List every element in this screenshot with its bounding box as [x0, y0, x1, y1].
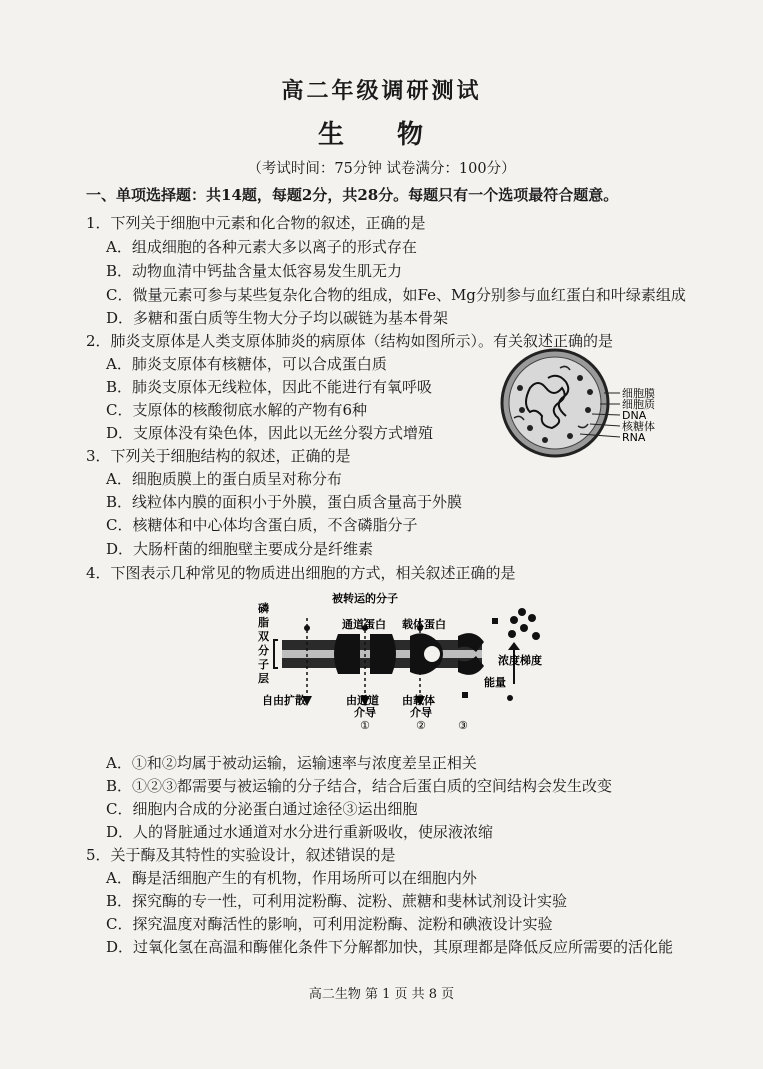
- question-4-option-b[interactable]: B．①②③都需要与被运输的分子结合，结合后蛋白质的空间结构会发生改变: [106, 777, 613, 795]
- question-3-stem: 3．下列关于细胞结构的叙述，正确的是: [86, 447, 351, 465]
- question-5-option-d[interactable]: D．过氧化氢在高温和酶催化条件下分解都加快，其原理都是降低反应所需要的活化能: [106, 938, 674, 956]
- membrane-label-1: 磷: [258, 602, 269, 615]
- membrane-label-3: 双: [258, 630, 269, 643]
- membrane-label-6: 层: [258, 672, 269, 685]
- label-energy: 能量: [484, 676, 506, 689]
- question-1-option-d[interactable]: D．多糖和蛋白质等生物大分子均以碳链为基本骨架: [106, 309, 449, 327]
- label-channel-protein: 通道蛋白: [342, 618, 386, 631]
- question-2-option-d[interactable]: D．支原体没有染色体，因此以无丝分裂方式增殖: [106, 424, 434, 442]
- label-channel-mediated-2: 介导: [354, 706, 376, 719]
- question-5-option-a[interactable]: A．酶是活细胞产生的有机物，作用场所可以在细胞内外: [106, 869, 477, 887]
- label-channel-mediated: 由通道: [346, 694, 379, 707]
- exam-title: 高二年级调研测试: [281, 78, 482, 104]
- cell-label-cytoplasm: 细胞质: [622, 398, 655, 411]
- label-carrier-mediated-2: 介导: [410, 706, 432, 719]
- section-heading: 一、单项选择题：共14题，每题2分，共28分。每题只有一个选项最符合题意。: [86, 186, 619, 204]
- question-5-stem: 5．关于酶及其特性的实验设计，叙述错误的是: [86, 846, 396, 864]
- cell-label-membrane: 细胞膜: [622, 387, 655, 400]
- label-free-diffusion: 自由扩散: [262, 694, 306, 707]
- membrane-label-5: 子: [258, 658, 269, 671]
- question-3-option-d[interactable]: D．大肠杆菌的细胞壁主要成分是纤维素: [106, 540, 374, 558]
- label-carrier-protein: 载体蛋白: [402, 618, 446, 631]
- label-mode-1: ①: [360, 719, 370, 732]
- label-transported-molecule: 被转运的分子: [332, 592, 398, 605]
- label-mode-2: ②: [416, 719, 426, 732]
- question-2-option-c[interactable]: C．支原体的核酸彻底水解的产物有6种: [106, 401, 368, 419]
- label-concentration-gradient: 浓度梯度: [498, 654, 542, 667]
- question-3-option-a[interactable]: A．细胞质膜上的蛋白质呈对称分布: [106, 470, 342, 488]
- cell-label-dna: DNA: [622, 409, 647, 422]
- question-4-option-d[interactable]: D．人的肾脏通过水通道对水分进行重新吸收，使尿液浓缩: [106, 823, 494, 841]
- page-footer: 高二生物 第 1 页 共 8 页: [308, 987, 455, 1002]
- question-4-stem: 4．下图表示几种常见的物质进出细胞的方式，相关叙述正确的是: [86, 564, 516, 582]
- question-1-option-c[interactable]: C．微量元素可参与某些复杂化合物的组成，如Fe、Mg分别参与血红蛋白和叶绿素组成: [106, 286, 686, 304]
- exam-meta: （考试时间：75分钟 试卷满分：100分）: [247, 161, 516, 177]
- question-2-option-b[interactable]: B．肺炎支原体无线粒体，因此不能进行有氧呼吸: [106, 378, 433, 396]
- question-1-option-b[interactable]: B．动物血清中钙盐含量太低容易发生肌无力: [106, 262, 403, 280]
- question-4-option-a[interactable]: A．①和②均属于被动运输，运输速率与浓度差呈正相关: [106, 754, 477, 772]
- label-carrier-mediated: 由载体: [402, 694, 435, 707]
- question-5-option-b[interactable]: B．探究酶的专一性，可利用淀粉酶、淀粉、蔗糖和斐林试剂设计实验: [106, 892, 568, 910]
- mycoplasma-figure: [500, 348, 675, 458]
- question-5-option-c[interactable]: C．探究温度对酶活性的影响，可利用淀粉酶、淀粉和碘液设计实验: [106, 915, 553, 933]
- question-2-stem: 2．肺炎支原体是人类支原体肺炎的病原体（结构如图所示）。有关叙述正确的是: [86, 332, 614, 350]
- question-1-stem: 1．下列关于细胞中元素和化合物的叙述，正确的是: [86, 214, 426, 232]
- label-mode-3: ③: [458, 719, 468, 732]
- question-1-option-a[interactable]: A．组成细胞的各种元素大多以离子的形式存在: [106, 238, 417, 256]
- question-4-option-c[interactable]: C．细胞内合成的分泌蛋白通过途径③运出细胞: [106, 800, 418, 818]
- membrane-label-4: 分: [258, 644, 269, 657]
- cell-label-ribosome: 核糖体: [622, 420, 655, 433]
- cell-label-rna: RNA: [622, 431, 646, 444]
- membrane-label-2: 脂: [258, 616, 269, 629]
- membrane-transport-figure: [252, 588, 562, 738]
- question-3-option-c[interactable]: C．核糖体和中心体均含蛋白质，不含磷脂分子: [106, 516, 418, 534]
- question-3-option-b[interactable]: B．线粒体内膜的面积小于外膜，蛋白质含量高于外膜: [106, 493, 463, 511]
- exam-subject: 生 物: [317, 120, 446, 150]
- question-2-option-a[interactable]: A．肺炎支原体有核糖体，可以合成蛋白质: [106, 355, 387, 373]
